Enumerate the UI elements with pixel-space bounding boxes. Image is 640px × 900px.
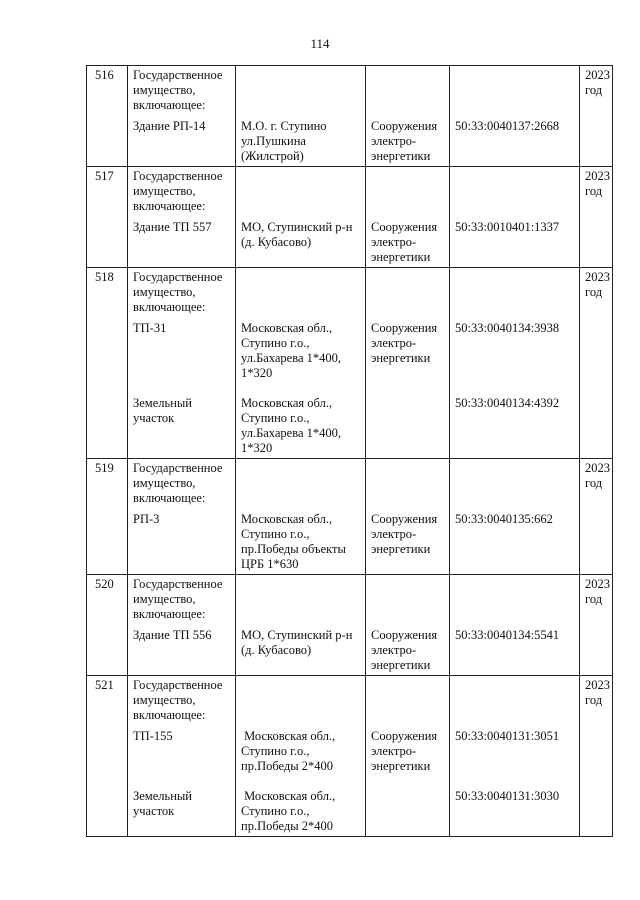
row-number-text: 518 [95,270,114,284]
address-line: (д. Кубасово) [241,235,312,249]
item-name-line: РП-3 [133,512,160,526]
type-line: Сооружения [371,512,438,526]
group-label: включающее: [133,708,206,722]
item-type [371,729,445,774]
address-cell [236,268,366,459]
group-label: имущество, [133,184,196,198]
row-number-text: 517 [95,169,114,183]
year-line: год [585,592,603,606]
address-line: МО, Ступинский р-н [241,628,353,642]
item-name-line: Здание ТП 557 [133,220,212,234]
group-label: имущество, [133,476,196,490]
item-name [133,220,231,265]
year-cell [580,575,613,676]
group-label: включающее: [133,300,206,314]
type-line: электро- [371,134,417,148]
table-row [87,66,613,167]
type-cell [366,66,450,167]
group-label: включающее: [133,199,206,213]
year-cell [580,459,613,575]
cadastral-number: 50:33:0040134:4392 [455,396,560,410]
object-name-cell [128,66,236,167]
item-address [241,119,361,164]
year-line: год [585,476,603,490]
address-line: пр.Победы 2*400 [241,759,334,773]
group-label: включающее: [133,98,206,112]
item-name [133,321,231,381]
year-line: год [585,83,603,97]
group-label: включающее: [133,491,206,505]
row-number [87,66,128,167]
address-line: Московская обл., [241,789,336,803]
cadastral-number: 50:33:0040134:5541 [455,628,560,642]
address-line: М.О. г. Ступино [241,119,327,133]
address-line: ул.Пушкина [241,134,306,148]
row-number [87,575,128,676]
type-line: энергетики [371,542,431,556]
address-line: МО, Ступинский р-н [241,220,353,234]
type-line: Сооружения [371,119,438,133]
item-type [371,512,445,572]
row-number [87,167,128,268]
object-name-cell [128,575,236,676]
year-cell [580,66,613,167]
table-row [87,167,613,268]
item-cadastral [455,729,575,774]
group-label: имущество, [133,83,196,97]
type-line: энергетики [371,658,431,672]
cadastral-cell [450,268,580,459]
address-cell [236,66,366,167]
year-cell [580,167,613,268]
address-line: Московская обл., [241,729,336,743]
item-name-line: участок [133,804,175,818]
item-name-line: Земельный [133,789,192,803]
address-line: Ступино г.о., [241,744,310,758]
address-line: Московская обл., [241,396,333,410]
year-cell [580,676,613,837]
object-name-cell [128,676,236,837]
table-row [87,676,613,837]
address-cell [236,676,366,837]
item-name [133,119,231,164]
row-number-text: 521 [95,678,114,692]
type-cell [366,268,450,459]
item-name [133,729,231,774]
row-number [87,676,128,837]
item-name-line: Здание ТП 556 [133,628,212,642]
item-type [371,396,445,456]
item-name-line: участок [133,411,175,425]
property-table [86,65,613,837]
item-address [241,220,361,265]
item-name-line: Здание РП-14 [133,119,206,133]
item-type [371,789,445,834]
year-line: 2023 [585,270,610,284]
item-type [371,220,445,265]
type-line: Сооружения [371,729,438,743]
address-line: ул.Бахарева 1*400, [241,351,342,365]
address-line: Московская обл., [241,512,333,526]
address-line: 1*320 [241,441,273,455]
item-name [133,628,231,673]
year-line: 2023 [585,678,610,692]
cadastral-number: 50:33:0040135:662 [455,512,553,526]
type-cell [366,676,450,837]
year-line: год [585,693,603,707]
address-line: пр.Победы 2*400 [241,819,334,833]
address-line: пр.Победы объекты [241,542,346,556]
item-address [241,321,361,381]
type-cell [366,575,450,676]
address-line: ул.Бахарева 1*400, [241,426,342,440]
row-number-text: 516 [95,68,114,82]
address-line: 1*320 [241,366,273,380]
type-cell [366,167,450,268]
item-address [241,729,361,774]
address-line: Ступино г.о., [241,411,310,425]
group-label: Государственное [133,68,223,82]
group-label: Государственное [133,678,223,692]
item-address [241,789,361,834]
type-line: Сооружения [371,628,438,642]
type-line: Сооружения [371,220,438,234]
item-cadastral [455,220,575,265]
table-row [87,268,613,459]
type-line: электро- [371,744,417,758]
year-cell [580,268,613,459]
type-line: электро- [371,235,417,249]
object-name-cell [128,268,236,459]
item-address [241,512,361,572]
item-cadastral [455,396,575,456]
cadastral-number: 50:33:0010401:1337 [455,220,560,234]
group-label: Государственное [133,577,223,591]
group-label: включающее: [133,607,206,621]
item-name [133,789,231,834]
type-line: электро- [371,336,417,350]
row-number [87,459,128,575]
group-label: имущество, [133,285,196,299]
cadastral-cell [450,676,580,837]
address-line: (д. Кубасово) [241,643,312,657]
type-cell [366,459,450,575]
item-type [371,119,445,164]
page-number: 114 [310,36,330,51]
type-line: электро- [371,527,417,541]
object-name-cell [128,167,236,268]
item-type [371,321,445,381]
cadastral-cell [450,459,580,575]
item-cadastral [455,119,575,164]
type-line: Сооружения [371,321,438,335]
year-line: год [585,285,603,299]
cadastral-number: 50:33:0040137:2668 [455,119,560,133]
group-label: Государственное [133,270,223,284]
item-cadastral [455,321,575,381]
year-line: год [585,184,603,198]
cadastral-cell [450,167,580,268]
item-cadastral [455,512,575,572]
address-line: Ступино г.о., [241,804,310,818]
type-line: электро- [371,643,417,657]
item-name-line: ТП-31 [133,321,167,335]
row-number-text: 519 [95,461,114,475]
item-name [133,512,231,572]
table-row [87,459,613,575]
year-line: 2023 [585,577,610,591]
item-address [241,396,361,456]
item-address [241,628,361,673]
cadastral-cell [450,575,580,676]
item-type [371,628,445,673]
item-name-line: ТП-155 [133,729,173,743]
group-label: имущество, [133,592,196,606]
group-label: имущество, [133,693,196,707]
address-cell [236,167,366,268]
address-line: ЦРБ 1*630 [241,557,299,571]
address-line: (Жилстрой) [241,149,304,163]
row-number [87,268,128,459]
row-number-text: 520 [95,577,114,591]
item-cadastral [455,628,575,673]
type-line: энергетики [371,351,431,365]
type-line: энергетики [371,250,431,264]
item-name-line: Земельный [133,396,192,410]
cadastral-number: 50:33:0040131:3030 [455,789,560,803]
item-name [133,396,231,456]
cadastral-number: 50:33:0040131:3051 [455,729,560,743]
cadastral-number: 50:33:0040134:3938 [455,321,560,335]
year-line: 2023 [585,169,610,183]
type-line: энергетики [371,149,431,163]
type-line: энергетики [371,759,431,773]
address-line: Ступино г.о., [241,527,310,541]
table-row [87,575,613,676]
address-cell [236,459,366,575]
year-line: 2023 [585,68,610,82]
address-line: Ступино г.о., [241,336,310,350]
address-line: Московская обл., [241,321,333,335]
object-name-cell [128,459,236,575]
year-line: 2023 [585,461,610,475]
address-cell [236,575,366,676]
cadastral-cell [450,66,580,167]
item-cadastral [455,789,575,834]
group-label: Государственное [133,169,223,183]
group-label: Государственное [133,461,223,475]
